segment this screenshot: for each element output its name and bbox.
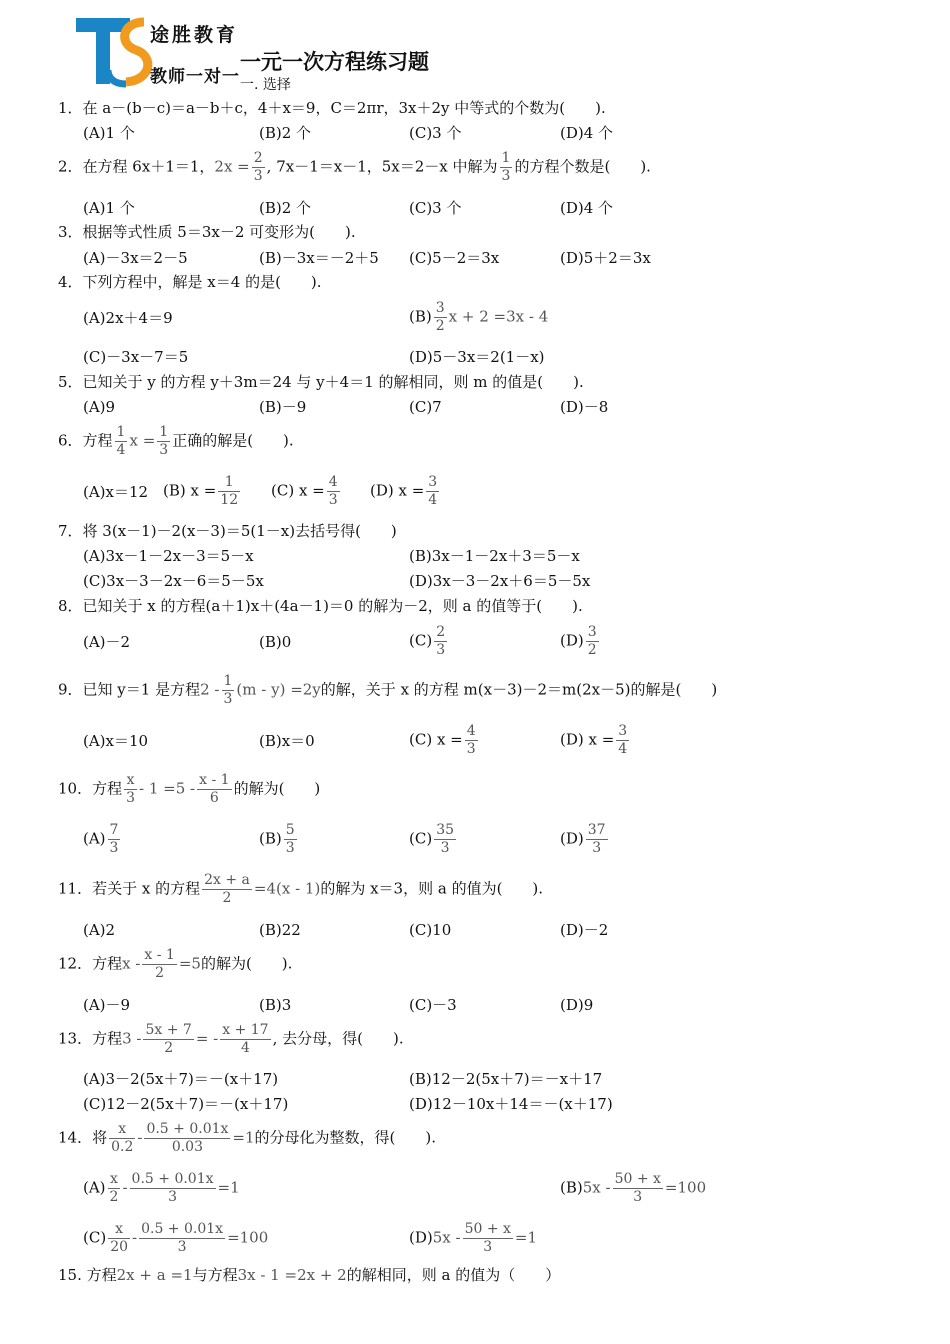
fraction: $\frac{3}{2}$: [587, 624, 597, 658]
fraction: $\frac{35}{3}$: [436, 822, 455, 856]
q14-option-b: (B)5x - $\frac{50 + x}{3}$ =100: [560, 1171, 707, 1205]
question-2: 2．在方程 6x＋1＝1，2x = $\frac{2}{3}$ , 7x－1＝x－1，5x＝2－x 中解为 $\frac{1}{3}$ 的方程个数是( ).: [58, 150, 651, 184]
fraction: $\frac{1}{3}$: [223, 673, 233, 707]
fraction: $\frac{2x + a}{2}$: [204, 872, 250, 906]
q14-option-c: (C) $\frac{x}{20}$ - $\frac{0.5 + 0.01x}{3}$ =100: [83, 1221, 269, 1255]
q4-option-c: (C)－3x－7＝5: [83, 348, 189, 366]
fraction: $\frac{50 + x}{3}$: [614, 1171, 661, 1205]
fraction: $\frac{2}{3}$: [253, 150, 263, 184]
fraction: $\frac{5x + 7}{2}$: [145, 1022, 192, 1056]
fraction: $\frac{1}{12}$: [220, 474, 239, 508]
q7-option-a: (A)3x－1－2x－3＝5－x: [83, 547, 254, 565]
q10-option-b: (B) $\frac{5}{3}$: [259, 822, 295, 856]
q11-option-b: (B)22: [259, 921, 301, 939]
q7-option-d: (D)3x－3－2x＋6＝5－5x: [409, 572, 591, 590]
fraction: $\frac{4}{3}$: [466, 723, 476, 757]
q4-option-a: (A)2x＋4＝9: [83, 309, 173, 327]
q3-option-c: (C)5－2＝3x: [409, 249, 500, 267]
fraction: $\frac{1}{3}$: [159, 424, 169, 458]
q4-option-b: (B) $\frac{3}{2}$ x + 2 =3x - 4: [409, 300, 549, 334]
fraction: $\frac{1}{4}$: [116, 424, 126, 458]
q3-option-d: (D)5＋2＝3x: [560, 249, 651, 267]
q7-option-b: (B)3x－1－2x＋3＝5－x: [409, 547, 580, 565]
q13-option-d: (D)12－10x＋14＝－(x＋17): [409, 1095, 613, 1113]
section-heading: 一. 选择: [240, 77, 291, 93]
q2-option-a: (A)1 个: [83, 199, 135, 217]
q11-option-d: (D)－2: [560, 921, 609, 939]
fraction: $\frac{37}{3}$: [587, 822, 606, 856]
question-15: 15. 方程2x + a =1与方程3x - 1 =2x + 2的解相同，则 a 的值为（ ）: [58, 1266, 561, 1284]
question-3: 3．根据等式性质 5＝3x－2 可变形为( ).: [58, 223, 356, 241]
fraction: $\frac{2}{3}$: [436, 624, 446, 658]
fraction: $\frac{x}{0.2}$: [111, 1121, 134, 1155]
page-title: 一元一次方程练习题: [240, 50, 429, 74]
fraction: $\frac{3}{4}$: [428, 474, 438, 508]
fraction: $\frac{3}{4}$: [618, 723, 628, 757]
question-9: 9．已知 y＝1 是方程2 - $\frac{1}{3}$ (m - y) =2y的解，关于 x 的方程 m(x－3)－2＝m(2x－5)的解是( ): [58, 673, 718, 707]
fraction: $\frac{7}{3}$: [109, 822, 119, 856]
fraction: $\frac{x - 1}{6}$: [199, 772, 230, 806]
q1-option-c: (C)3 个: [409, 124, 462, 142]
q13-option-c: (C)12－2(5x＋7)＝－(x＋17): [83, 1095, 289, 1113]
fraction: $\frac{3}{2}$: [435, 300, 445, 334]
question-11: 11．若关于 x 的方程 $\frac{2x + a}{2}$ =4(x - 1)的解为 x＝3，则 a 的值为( ).: [58, 872, 544, 906]
q6-option-d: (D) x = $\frac{3}{4}$: [370, 474, 438, 508]
q9-option-b: (B)x＝0: [259, 732, 315, 750]
q5-option-a: (A)9: [83, 398, 116, 416]
question-1: 1．在 a－(b－c)＝a－b＋c，4＋x＝9，C＝2πr，3x＋2y 中等式的个数为( ).: [58, 99, 606, 117]
q1-option-a: (A)1 个: [83, 124, 135, 142]
fraction: $\frac{0.5 + 0.01x}{3}$: [131, 1171, 214, 1205]
q8-option-a: (A)－2: [83, 633, 131, 651]
q14-option-d: (D)5x - $\frac{50 + x}{3}$ =1: [409, 1221, 538, 1255]
fraction: $\frac{50 + x}{3}$: [464, 1221, 511, 1255]
q9-option-c: (C) x = $\frac{4}{3}$: [409, 723, 476, 757]
q1-option-d: (D)4 个: [560, 124, 614, 142]
q8-option-c: (C) $\frac{2}{3}$: [409, 624, 446, 658]
q3-option-a: (A)－3x＝2－5: [83, 249, 188, 267]
q6-option-c: (C) x = $\frac{4}{3}$: [271, 474, 338, 508]
question-10: 10．方程 $\frac{x}{3}$ - 1 =5 - $\frac{x - 1}{6}$ 的解为( ): [58, 772, 321, 806]
question-12: 12．方程x - $\frac{x - 1}{2}$ =5的解为( ).: [58, 947, 293, 981]
q11-option-c: (C)10: [409, 921, 452, 939]
q10-option-d: (D) $\frac{37}{3}$: [560, 822, 606, 856]
q13-option-a: (A)3－2(5x＋7)＝－(x＋17): [83, 1070, 279, 1088]
q12-option-a: (A)－9: [83, 996, 131, 1014]
q2-option-d: (D)4 个: [560, 199, 614, 217]
q5-option-d: (D)－8: [560, 398, 609, 416]
q11-option-a: (A)2: [83, 921, 116, 939]
q2-option-c: (C)3 个: [409, 199, 462, 217]
q14-option-a: (A) $\frac{x}{2}$ - $\frac{0.5 + 0.01x}{3}$ =1: [83, 1171, 240, 1205]
q12-option-c: (C)－3: [409, 996, 457, 1014]
q6-option-b: (B) x = $\frac{1}{12}$: [163, 474, 239, 508]
q7-option-c: (C)3x－3－2x－6＝5－5x: [83, 572, 264, 590]
question-5: 5．已知关于 y 的方程 y＋3m＝24 与 y＋4＝1 的解相同，则 m 的值是( ).: [58, 373, 584, 391]
fraction: $\frac{x}{20}$: [110, 1221, 129, 1255]
question-4: 4．下列方程中，解是 x＝4 的是( ).: [58, 273, 322, 291]
q5-option-c: (C)7: [409, 398, 442, 416]
q12-option-b: (B)3: [259, 996, 292, 1014]
q9-option-d: (D) x = $\frac{3}{4}$: [560, 723, 628, 757]
fraction: $\frac{x + 17}{4}$: [222, 1022, 269, 1056]
q9-option-a: (A)x＝10: [83, 732, 149, 750]
q10-option-a: (A) $\frac{7}{3}$: [83, 822, 119, 856]
brand-slogan: 教师一对一: [150, 67, 240, 87]
brand-name: 途胜教育: [150, 24, 239, 46]
fraction: $\frac{4}{3}$: [328, 474, 338, 508]
question-7: 7．将 3(x－1)－2(x－3)＝5(1－x)去括号得( ): [58, 522, 397, 540]
fraction: $\frac{1}{3}$: [501, 150, 511, 184]
q1-option-b: (B)2 个: [259, 124, 312, 142]
question-8: 8．已知关于 x 的方程(a＋1)x＋(4a－1)＝0 的解为－2，则 a 的值等于( ).: [58, 597, 583, 615]
fraction: $\frac{x}{3}$: [126, 772, 136, 806]
q6-option-a: (A)x＝12: [83, 483, 149, 501]
q3-option-b: (B)－3x＝－2＋5: [259, 249, 379, 267]
question-14: 14．将 $\frac{x}{0.2}$ - $\frac{0.5 + 0.01x}{0.03}$ =1的分母化为整数，得( ).: [58, 1121, 437, 1155]
fraction: $\frac{0.5 + 0.01x}{3}$: [141, 1221, 224, 1255]
fraction: $\frac{x}{2}$: [109, 1171, 119, 1205]
q12-option-d: (D)9: [560, 996, 594, 1014]
fraction: $\frac{x - 1}{2}$: [144, 947, 175, 981]
fraction: $\frac{0.5 + 0.01x}{0.03}$: [146, 1121, 229, 1155]
q8-option-b: (B)0: [259, 633, 292, 651]
q4-option-d: (D)5－3x＝2(1－x): [409, 348, 545, 366]
q10-option-c: (C) $\frac{35}{3}$: [409, 822, 455, 856]
fraction: $\frac{5}{3}$: [285, 822, 295, 856]
q2-option-b: (B)2 个: [259, 199, 312, 217]
question-6: 6．方程 $\frac{1}{4}$ x = $\frac{1}{3}$ 正确的解是( ).: [58, 424, 294, 458]
q13-option-b: (B)12－2(5x＋7)＝－x＋17: [409, 1070, 603, 1088]
question-13: 13．方程3 - $\frac{5x + 7}{2}$ = - $\frac{x + 17}{4}$ , 去分母，得( ).: [58, 1022, 404, 1056]
q5-option-b: (B)－9: [259, 398, 307, 416]
q8-option-d: (D) $\frac{3}{2}$: [560, 624, 597, 658]
